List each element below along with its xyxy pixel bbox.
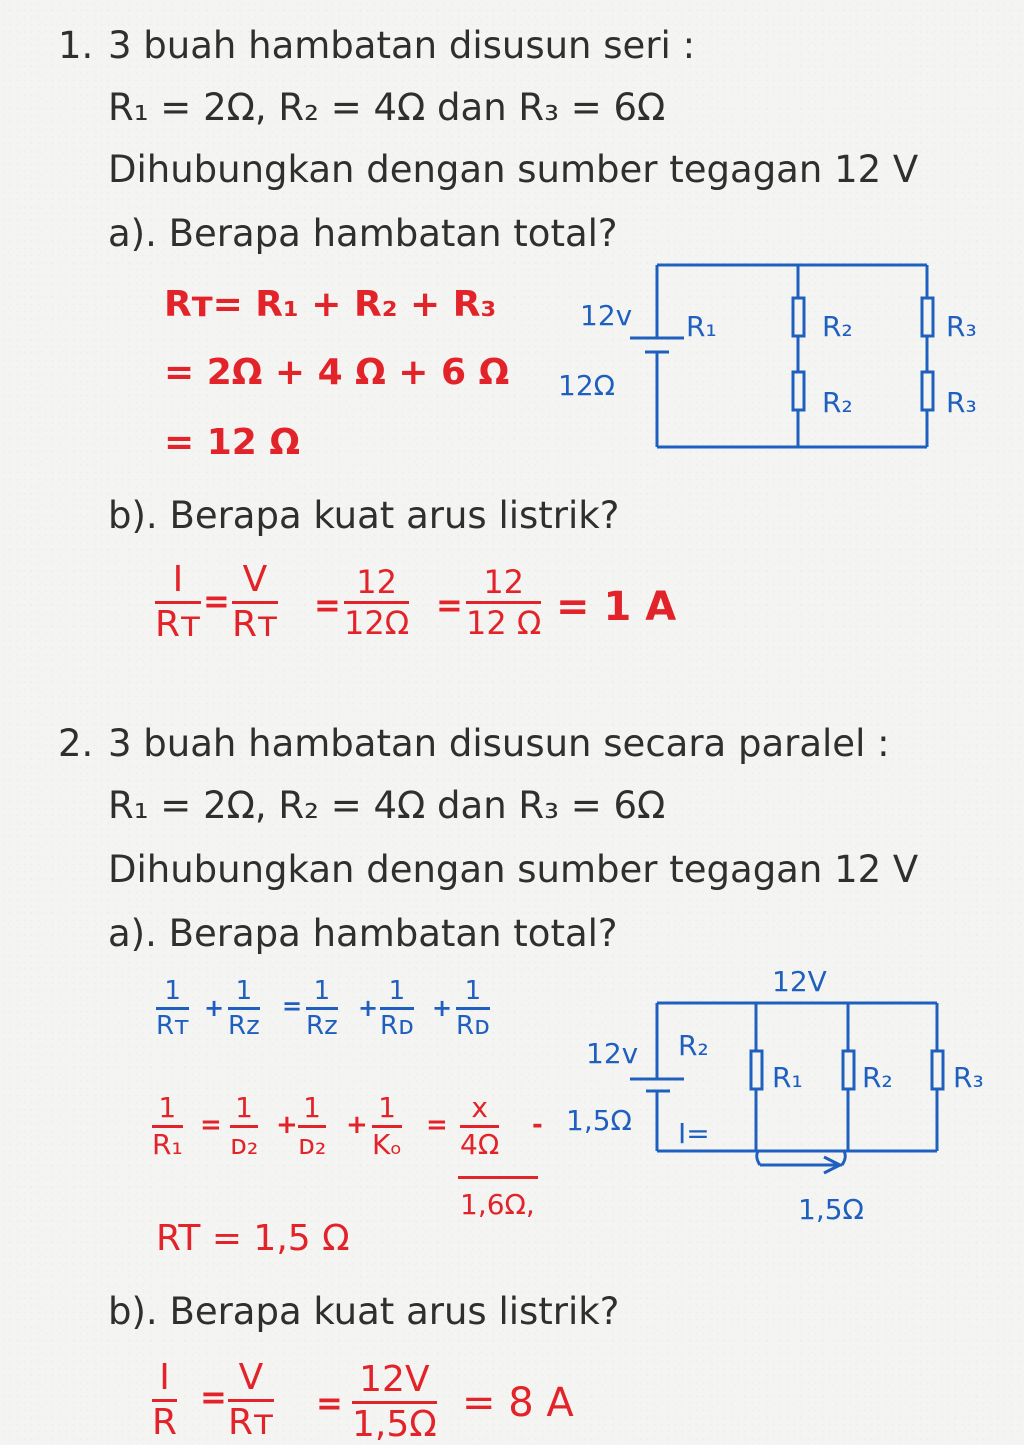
- q2-a-row2-frac-5-num: x: [471, 1091, 488, 1124]
- q1-a-line-3: = 12 Ω: [164, 422, 300, 463]
- q2-circuit-bottom-resistance: 1,5Ω: [798, 1193, 864, 1226]
- q2-number: 2.: [58, 722, 94, 765]
- q1-number: 1.: [58, 24, 94, 67]
- q2-a-row1-frac-5-den: Rᴅ: [456, 1011, 490, 1041]
- q2-a-row2-frac-3: [298, 1091, 327, 1161]
- q1-resistor-r3-bottom: [922, 372, 933, 410]
- q2-b-frac-1-den: R: [152, 1402, 178, 1443]
- q2-a-row2-frac-3-den: ᴅ₂: [298, 1128, 327, 1161]
- q2-value-r1: R₁ = 2Ω,: [108, 784, 279, 827]
- q2-circuit-top-voltage: 12V: [772, 965, 827, 998]
- q2-a-row2-frac-4-num: 1: [378, 1091, 396, 1124]
- q2-a-row1-frac-3-num: 1: [313, 976, 331, 1006]
- q1-b-question: b). Berapa kuat arus listrik?: [108, 494, 620, 537]
- q2-b-frac-2-num: V: [238, 1357, 264, 1398]
- q1-value-r2: R₂ = 4Ω dan: [278, 86, 519, 129]
- q1-circuit-voltage: 12v: [580, 299, 633, 332]
- q1-b-frac-4-num: 12: [483, 563, 525, 601]
- q1-a-question: a). Berapa hambatan total?: [108, 212, 618, 255]
- q2-circuit-voltage: 12v: [586, 1037, 639, 1070]
- q2-circuit-label-r1: R₁: [772, 1061, 803, 1094]
- q1-circuit-label-r2-top: R₂: [822, 310, 853, 343]
- q2-circuit-label-r2: R₂: [862, 1061, 893, 1094]
- q2-circuit-diagram: [560, 955, 1000, 1235]
- q2-a-row2-frac-1-num: 1: [158, 1091, 177, 1124]
- q1-resistor-r3-top: [922, 298, 933, 336]
- q2-a-row2-extra-bar: [458, 1176, 538, 1179]
- q1-b-frac-2-num: V: [242, 559, 268, 600]
- q2-b-question: b). Berapa kuat arus listrik?: [108, 1290, 620, 1333]
- q1-b-frac-3-den: 12Ω: [344, 604, 410, 642]
- q2-circuit-label-r2-left: R₂: [678, 1029, 709, 1062]
- q1-b-frac-1: [155, 559, 201, 645]
- q1-a-line-2: = 2Ω + 4 Ω + 6 Ω: [164, 352, 510, 393]
- q2-title: 3 buah hambatan disusun secara paralel :: [108, 722, 890, 765]
- q1-resistor-r2-top: [793, 298, 804, 336]
- q2-b-frac-2-den: Rᴛ: [228, 1402, 274, 1443]
- q1-value-r3: R₃ = 6Ω: [518, 86, 666, 129]
- q2-a-row1-frac-1-num: 1: [164, 976, 181, 1006]
- q2-b-frac-1-num: I: [159, 1357, 170, 1398]
- q1-resistor-r2-bottom: [793, 372, 804, 410]
- q2-a-row1-frac-2: [228, 978, 260, 1039]
- q1-title: 3 buah hambatan disusun seri :: [108, 24, 696, 67]
- q1-values: [108, 86, 665, 129]
- q2-a-row2-frac-3-num: 1: [303, 1091, 321, 1124]
- q2-a-row2-extra: 1,6Ω,: [460, 1188, 535, 1221]
- q2-a-row2-frac-1-den: R₁: [152, 1128, 183, 1161]
- q1-b-result: = 1 A: [556, 584, 677, 630]
- q2-a-row1-frac-2-num: 1: [235, 976, 253, 1006]
- q2-b-frac-3-num: 12V: [359, 1359, 430, 1400]
- q2-a-result: RT = 1,5 Ω: [156, 1218, 350, 1259]
- q2-circuit-current-label: I=: [678, 1117, 710, 1150]
- q2-a-row1-frac-4: [380, 978, 414, 1039]
- q2-b-frac-3: [352, 1359, 437, 1445]
- q2-values: [108, 784, 665, 827]
- q2-b-frac-1: [152, 1357, 178, 1443]
- q2-a-row1-frac-1: [156, 978, 189, 1039]
- q2-a-row2-frac-4-den: Kₒ: [372, 1128, 402, 1161]
- q2-b-result: = 8 A: [462, 1380, 574, 1426]
- q1-circuit-diagram: [550, 250, 1000, 465]
- q2-resistor-r2: [843, 1051, 854, 1089]
- q1-b-frac-1-den: Rᴛ: [155, 604, 201, 645]
- q2-a-row2-frac-2-den: ᴅ₂: [230, 1128, 259, 1161]
- q2-a-row1-frac-5-num: 1: [464, 976, 482, 1006]
- q1-b-frac-2: [232, 559, 278, 645]
- q1-b-frac-3: [344, 563, 410, 642]
- q1-circuit-label-r2-bottom: R₂: [822, 386, 853, 419]
- q2-a-row1-frac-2-den: Rᴢ: [228, 1011, 260, 1041]
- q2-a-row1-frac-1-den: Rᴛ: [156, 1011, 190, 1041]
- q2-a-row1-frac-5: [456, 978, 490, 1039]
- q2-a-row2-frac-5: [460, 1091, 500, 1161]
- q2-value-r3: R₃ = 6Ω: [518, 784, 666, 827]
- q2-a-row2-frac-2: [230, 1091, 259, 1161]
- q1-source-text: Dihubungkan dengan sumber tegagan 12 V: [108, 148, 919, 191]
- q1-b-frac-4-den: 12 Ω: [466, 604, 542, 642]
- q1-b-frac-1-num: I: [172, 559, 184, 600]
- q2-a-row2-frac-2-num: 1: [235, 1091, 253, 1124]
- q1-circuit-label-r3-bottom: R₃: [946, 386, 977, 419]
- q2-a-row2-frac-5-den: 4Ω: [460, 1128, 500, 1161]
- q2-a-row1-frac-4-den: Rᴅ: [380, 1011, 414, 1041]
- q2-resistor-r1: [751, 1051, 762, 1089]
- q1-value-r1: R₁ = 2Ω,: [108, 86, 279, 129]
- q1-circuit-label-r3-top: R₃: [946, 310, 977, 343]
- q1-b-frac-4: [466, 563, 542, 642]
- q2-a-row1-frac-3: [306, 978, 338, 1039]
- q2-a-row2-frac-1: [152, 1091, 183, 1161]
- q2-a-row2-frac-4: [372, 1091, 402, 1161]
- q2-b-frac-3-den: 1,5Ω: [352, 1404, 437, 1445]
- q2-resistor-r3: [932, 1051, 943, 1089]
- q1-circuit-label-r1: R₁: [686, 310, 717, 343]
- q2-circuit-label-r3: R₃: [953, 1061, 984, 1094]
- q1-b-frac-3-num: 12: [356, 563, 397, 601]
- q2-value-r2: R₂ = 4Ω dan: [278, 784, 519, 827]
- q2-a-question: a). Berapa hambatan total?: [108, 912, 618, 955]
- q2-b-frac-2: [228, 1357, 274, 1443]
- q2-a-row1-frac-3-den: Rᴢ: [306, 1011, 338, 1041]
- q1-b-frac-2-den: Rᴛ: [232, 604, 278, 645]
- q1-circuit-resistance: 12Ω: [558, 369, 616, 402]
- q1-a-line-1: Rᴛ= R₁ + R₂ + R₃: [164, 284, 497, 325]
- q2-source-text: Dihubungkan dengan sumber tegagan 12 V: [108, 848, 919, 891]
- q2-a-row1-frac-4-num: 1: [388, 976, 406, 1006]
- q2-circuit-resistance: 1,5Ω: [566, 1104, 632, 1137]
